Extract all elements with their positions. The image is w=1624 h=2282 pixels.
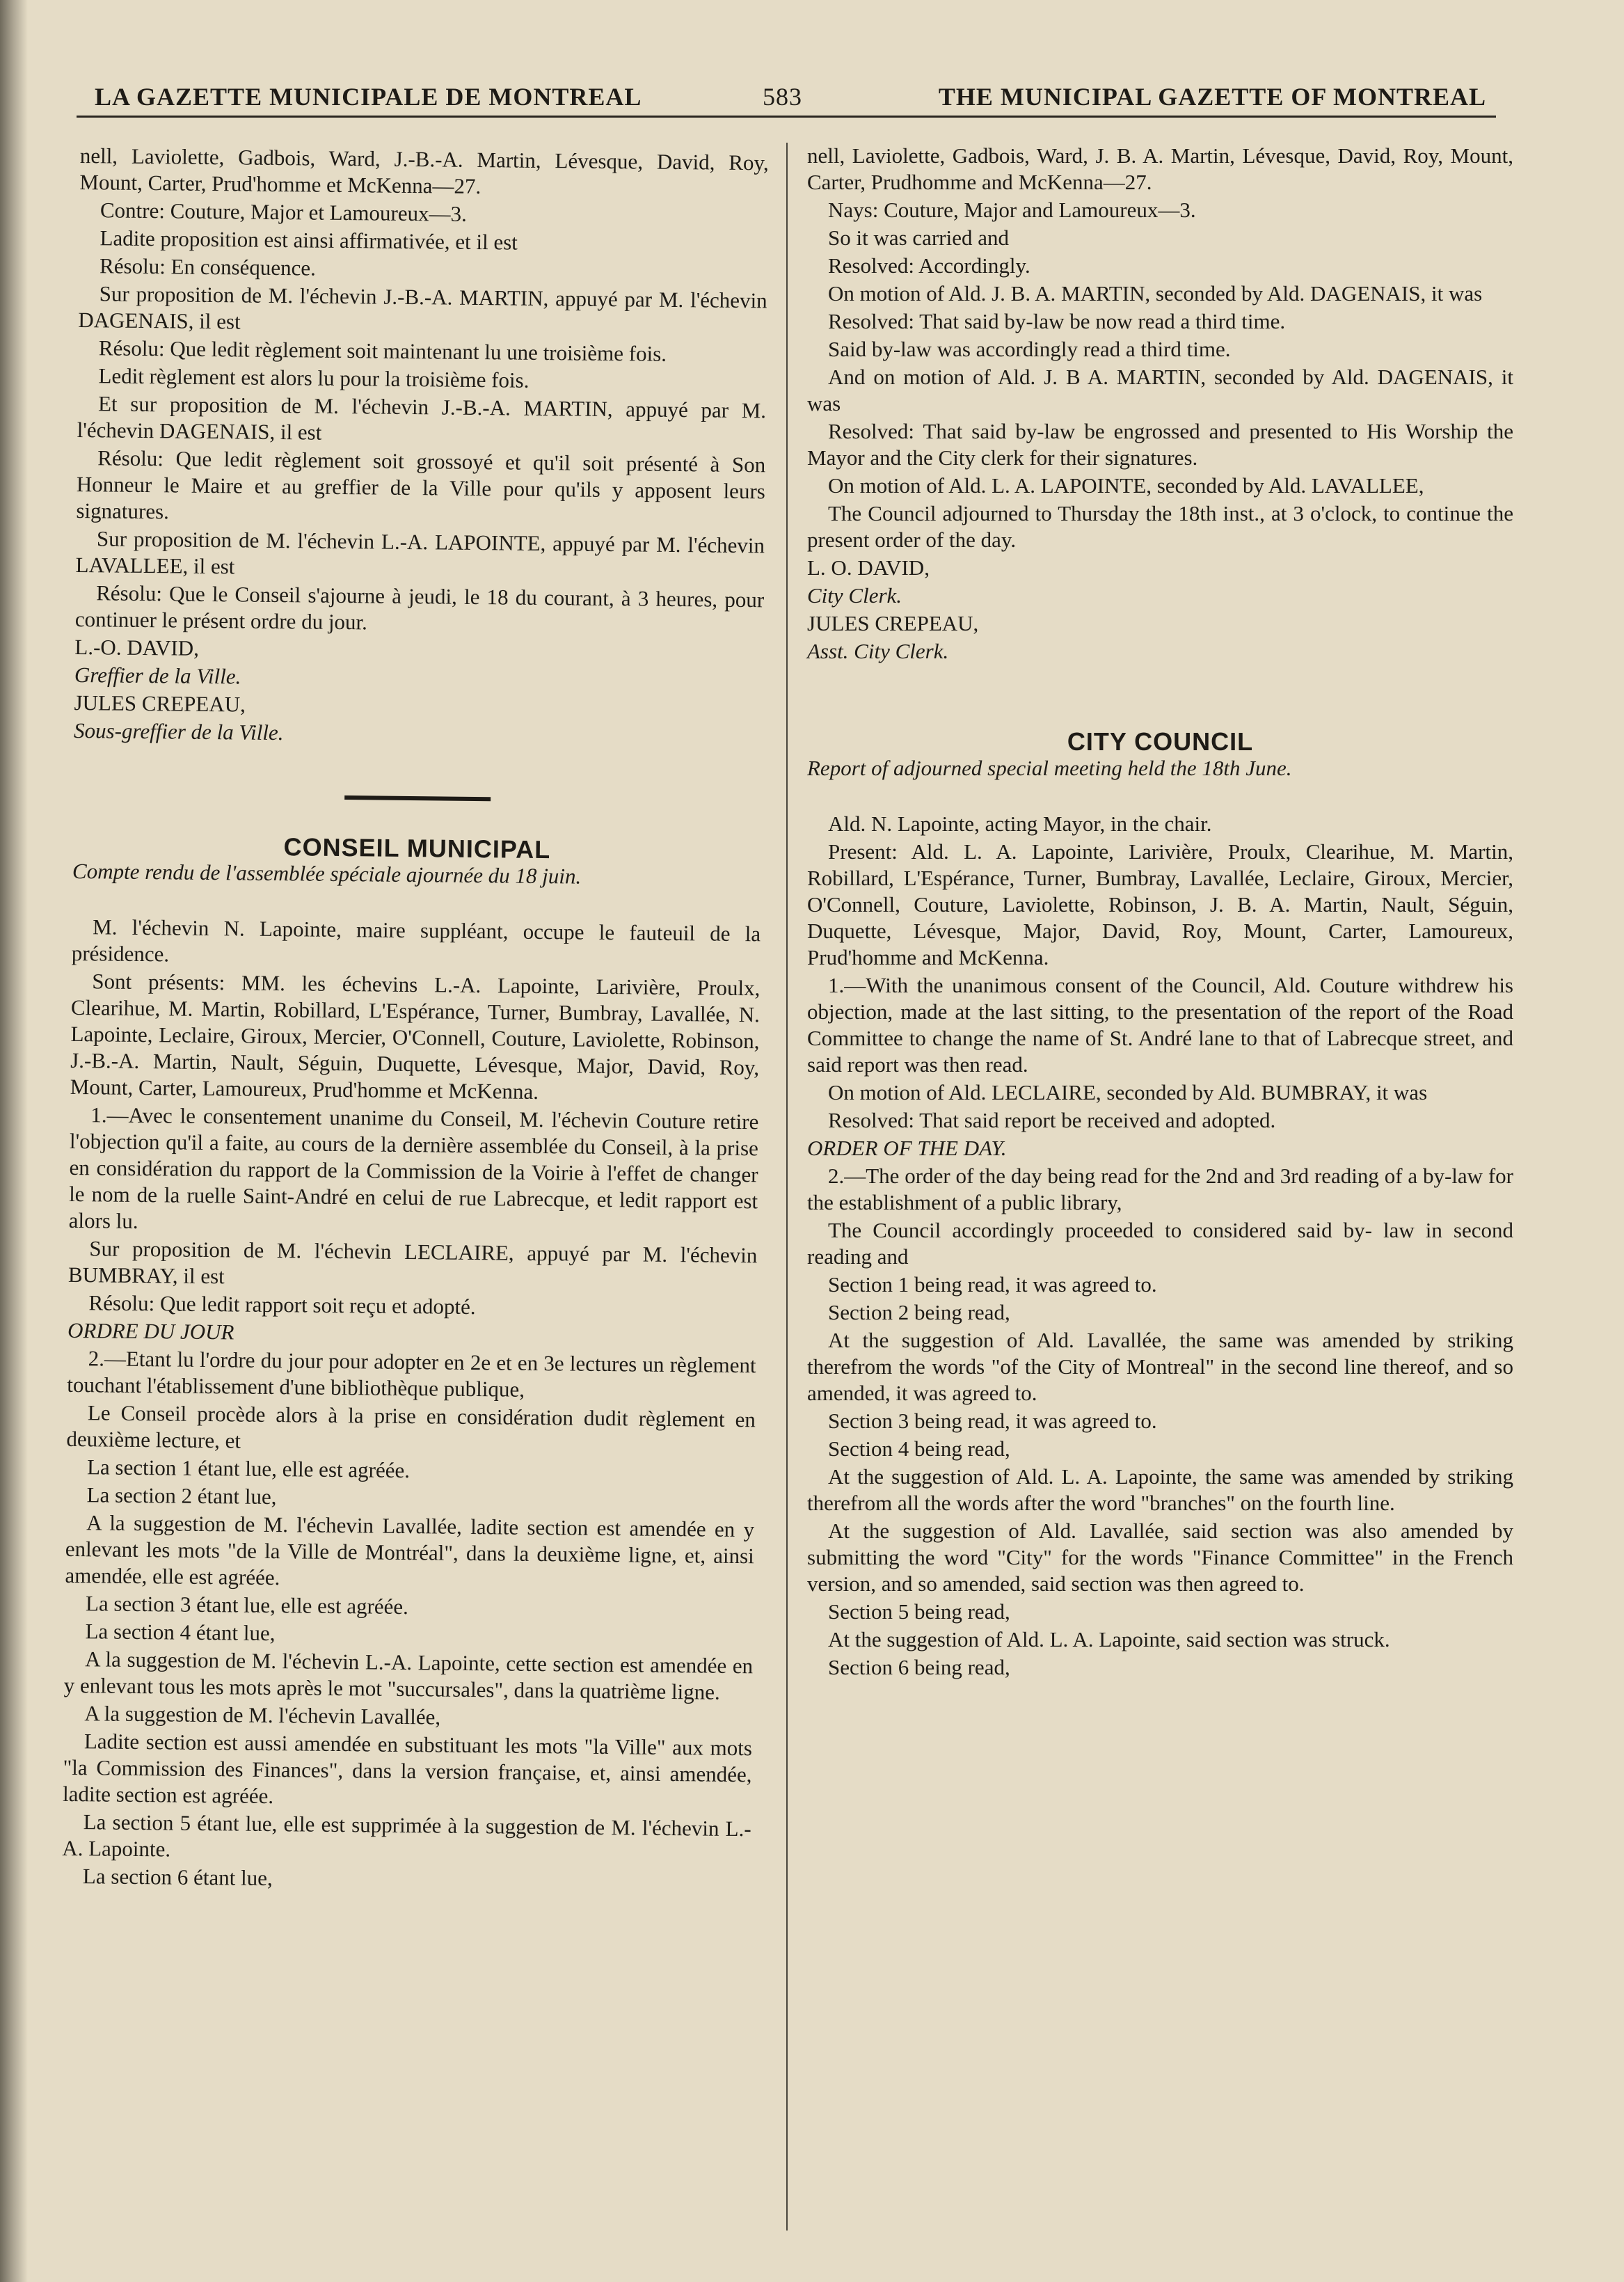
en-signature-name: L. O. DAVID, — [807, 555, 930, 580]
fr-subtitle: Compte rendu de l'assemblée spéciale ajournée du 18 juin. — [72, 858, 582, 889]
en-order-para: Section 3 being read, it was agreed to. — [828, 1409, 1157, 1433]
en-order-para: Section 6 being read, — [828, 1655, 1010, 1679]
fr-body-para: Sont présents: MM. les échevins L.-A. Lapointe, Larivière, Proulx, Clearihue, M. Martin, Robillard, L'Espérance, Turner, Bumbray, Lavallée, N. Lapointe, Leclaire, Giroux, Mercier, O'Connell, Couture, Laviolette, Robinson, J.-B.-A. Martin, Nault, Séguin, Duquette, Lévesque, Major, David, Roy, Mount, Carter, Lamoureux, Prud'homme et McKenna. — [70, 969, 761, 1104]
en-assistant-title: Asst. City Clerk. — [807, 639, 949, 663]
fr-body-para: M. l'échevin N. Lapointe, maire suppléant, occupe le fauteuil de la présidence. — [71, 914, 761, 967]
header-english-title: THE MUNICIPAL GAZETTE OF MONTREAL — [938, 83, 1486, 111]
en-order-heading: ORDER OF THE DAY. — [807, 1136, 1007, 1160]
fr-signature-name: L.-O. DAVID, — [74, 634, 200, 660]
fr-section-title: CONSEIL MUNICIPAL — [283, 832, 551, 864]
fr-section-rule — [344, 795, 491, 801]
fr-order-para: La section 5 étant lue, elle est supprimée à la suggestion de M. l'échevin L.-A. Lapointe. — [62, 1809, 751, 1862]
fr-body-para: Résolu: Que ledit rapport soit reçu et adopté. — [88, 1290, 476, 1320]
en-body-para: Present: Ald. L. A. Lapointe, Larivière, Proulx, Clearihue, M. Martin, Robillard, L'Espérance, Turner, Bumbray, Lavallée, Leclaire, Giroux, Mercier, O'Connell, Couture, Laviolette, Robinson, J. B. A. Martin, Nault, Séguin, Duquette, Lévesque, Major, David, Roy, Mount, Carter, Lamoureux, Prud'homme and McKenna. — [807, 839, 1513, 969]
fr-order-heading: ORDRE DU JOUR — [67, 1317, 234, 1345]
fr-order-para: La section 1 étant lue, elle est agréée. — [86, 1455, 411, 1483]
fr-body-para: Sur proposition de M. l'échevin LECLAIRE, appuyé par M. l'échevin BUMBRAY, il est — [67, 1236, 758, 1289]
fr-top-para: Résolu: En conséquence. — [99, 253, 317, 280]
fr-top-para: nell, Laviolette, Gadbois, Ward, J.-B.-A. Martin, Lévesque, David, Roy, Mount, Carter, Prud'homme et McKenna—27. — [79, 143, 769, 199]
en-order-para: The Council accordingly proceeded to considered said by- law in second reading and — [807, 1218, 1513, 1269]
fr-top-para: Sur proposition de M. l'échevin L.-A. LAPOINTE, appuyé par M. l'échevin LAVALLEE, il est — [75, 526, 765, 579]
column-divider — [786, 143, 788, 2231]
fr-signature-title: Greffier de la Ville. — [74, 662, 241, 689]
en-top-para: Resolved: That said by-law be now read a third time. — [828, 309, 1286, 333]
fr-top-para: Contre: Couture, Major et Lamoureux—3. — [99, 198, 468, 226]
fr-order-para: A la suggestion de M. l'échevin Lavallée, — [84, 1701, 441, 1729]
fr-top-para: Sur proposition de M. l'échevin J.-B.-A. MARTIN, appuyé par M. l'échevin DAGENAIS, il est — [78, 281, 767, 334]
en-top-para: So it was carried and — [828, 225, 1009, 250]
en-top-para: On motion of Ald. J. B. A. MARTIN, seconded by Ald. DAGENAIS, it was — [828, 281, 1483, 306]
fr-order-para: La section 2 étant lue, — [86, 1482, 277, 1510]
en-gap — [807, 783, 1513, 811]
fr-body-para: 1.—Avec le consentement unanime du Conseil, M. l'échevin Couture retire l'objection qu'il a faite, au cours de la dernière assemblée du Conseil, à la prise en considération du rapport de la Commission de la Voirie à l'effet de changer le nom de la ruelle Saint-André en celui de rue Labrecque, et ledit rapport est alors lu. — [68, 1102, 759, 1233]
en-top-para: Resolved: That said by-law be engrossed and presented to His Worship the Mayor and the City clerk for their signatures. — [807, 419, 1513, 470]
en-gap — [807, 666, 1513, 694]
fr-order-para: A la suggestion de M. l'échevin L.-A. Lapointe, cette section est amendée en y enlevant tous les mots après le mot "succursales", dans la quatrième ligne. — [63, 1647, 754, 1704]
header-french-title: LA GAZETTE MUNICIPALE DE MONTREAL — [95, 83, 642, 111]
fr-top-para: Résolu: Que le Conseil s'ajourne à jeudi, le 18 du courant, à 3 heures, pour continuer le présent ordre du jour. — [74, 580, 765, 635]
en-order-para: Section 4 being read, — [828, 1436, 1010, 1461]
fr-order-para: La section 3 étant lue, elle est agréée. — [85, 1591, 409, 1619]
en-order-para: At the suggestion of Ald. L. A. Lapointe, said section was struck. — [828, 1627, 1390, 1651]
en-order-para: At the suggestion of Ald. Lavallée, the same was amended by striking therefrom the words "of the City of Montreal" in the second line thereof, and so amended, it was agreed to. — [807, 1328, 1513, 1405]
fr-order-para: 2.—Etant lu l'ordre du jour pour adopter en 2e et en 3e lectures un règlement touchant l'établissement d'une bibliothèque publique, — [67, 1346, 756, 1402]
fr-top-para: Résolu: Que ledit règlement soit maintenant lu une troisième fois. — [98, 335, 667, 366]
page-number: 583 — [763, 83, 802, 111]
en-top-para: nell, Laviolette, Gadbois, Ward, J. B. A. Martin, Lévesque, David, Roy, Mount, Carter, Prudhomme and McKenna—27. — [807, 143, 1513, 194]
en-order-para: Section 5 being read, — [828, 1599, 1010, 1624]
fr-order-para: La section 6 étant lue, — [82, 1864, 273, 1891]
en-body-para: On motion of Ald. LECLAIRE, seconded by Ald. BUMBRAY, it was — [828, 1080, 1428, 1104]
fr-order-para: Le Conseil procède alors à la prise en considération dudit règlement en deuxième lecture, et — [66, 1400, 756, 1453]
fr-order-para: La section 4 étant lue, — [85, 1619, 276, 1646]
en-body-para: Resolved: That said report be received and adopted. — [828, 1108, 1276, 1132]
en-assistant-name: JULES CREPEAU, — [807, 611, 979, 635]
en-top-para: The Council adjourned to Thursday the 18th inst., at 3 o'clock, to continue the present order of the day. — [807, 501, 1513, 552]
fr-top-para: Ledit règlement est alors lu pour la troisième fois. — [98, 363, 530, 393]
fr-order-para: Ladite section est aussi amendée en substituant les mots "la Ville" aux mots "la Commission des Finances", dans la version française, et, ainsi amendée, ladite section est agréée. — [62, 1729, 753, 1809]
page-binding-shadow — [0, 0, 28, 2282]
fr-top-para: Résolu: Que ledit règlement soit grossoyé et qu'il soit présenté à Son Honneur le Maire et au greffier de la Ville pour qu'ils y apposent leurs signatures. — [76, 445, 766, 524]
en-section-title: CITY COUNCIL — [1067, 727, 1254, 756]
fr-assistant-name: JULES CREPEAU, — [74, 690, 246, 717]
fr-order-para: A la suggestion de M. l'échevin Lavallée, ladite section est amendée en y enlevant les mots "de la Ville de Montréal", dans la deuxième ligne, et, ainsi amendée, elle est agréée. — [65, 1510, 755, 1590]
en-body-para: 1.—With the unanimous consent of the Council, Ald. Couture withdrew his objection, made at the last sitting, to the presentation of the report of the Road Committee to change the name of St. André lane to that of Labrecque street, and said report was then read. — [807, 973, 1513, 1077]
english-column — [807, 143, 1513, 1682]
en-order-para: At the suggestion of Ald. L. A. Lapointe, the same was amended by striking therefrom all the words after the word "branches" on the fourth line. — [807, 1464, 1513, 1515]
en-subtitle: Report of adjourned special meeting held the 18th June. — [807, 756, 1292, 780]
en-order-para: At the suggestion of Ald. Lavallée, said section was also amended by submitting the word "City" for the words "Finance Committee" in the French version, and so amended, said section was then agreed to. — [807, 1519, 1513, 1596]
en-top-para: And on motion of Ald. J. B A. MARTIN, seconded by Ald. DAGENAIS, it was — [807, 365, 1513, 415]
en-top-para: Said by-law was accordingly read a third time. — [828, 337, 1231, 361]
page-header — [95, 82, 1486, 117]
fr-assistant-title: Sous-greffier de la Ville. — [73, 718, 284, 745]
en-order-para: Section 2 being read, — [828, 1300, 1010, 1324]
en-order-para: Section 1 being read, it was agreed to. — [828, 1272, 1157, 1297]
en-top-para: Resolved: Accordingly. — [828, 253, 1030, 278]
en-body-para: Ald. N. Lapointe, acting Mayor, in the chair. — [828, 811, 1212, 836]
en-order-para: 2.—The order of the day being read for the 2nd and 3rd reading of a by-law for the establishment of a public library, — [807, 1164, 1513, 1214]
en-top-para: Nays: Couture, Major and Lamoureux—3. — [828, 198, 1196, 222]
header-rule — [77, 116, 1496, 118]
french-column — [62, 143, 769, 1898]
en-signature-title: City Clerk. — [807, 583, 902, 608]
fr-top-para: Et sur proposition de M. l'échevin J.-B.-A. MARTIN, appuyé par M. l'échevin DAGENAIS, il est — [77, 391, 767, 445]
en-top-para: On motion of Ald. L. A. LAPOINTE, seconded by Ald. LAVALLEE, — [828, 473, 1424, 498]
fr-top-para: Ladite proposition est ainsi affirmativée, et il est — [99, 225, 518, 255]
